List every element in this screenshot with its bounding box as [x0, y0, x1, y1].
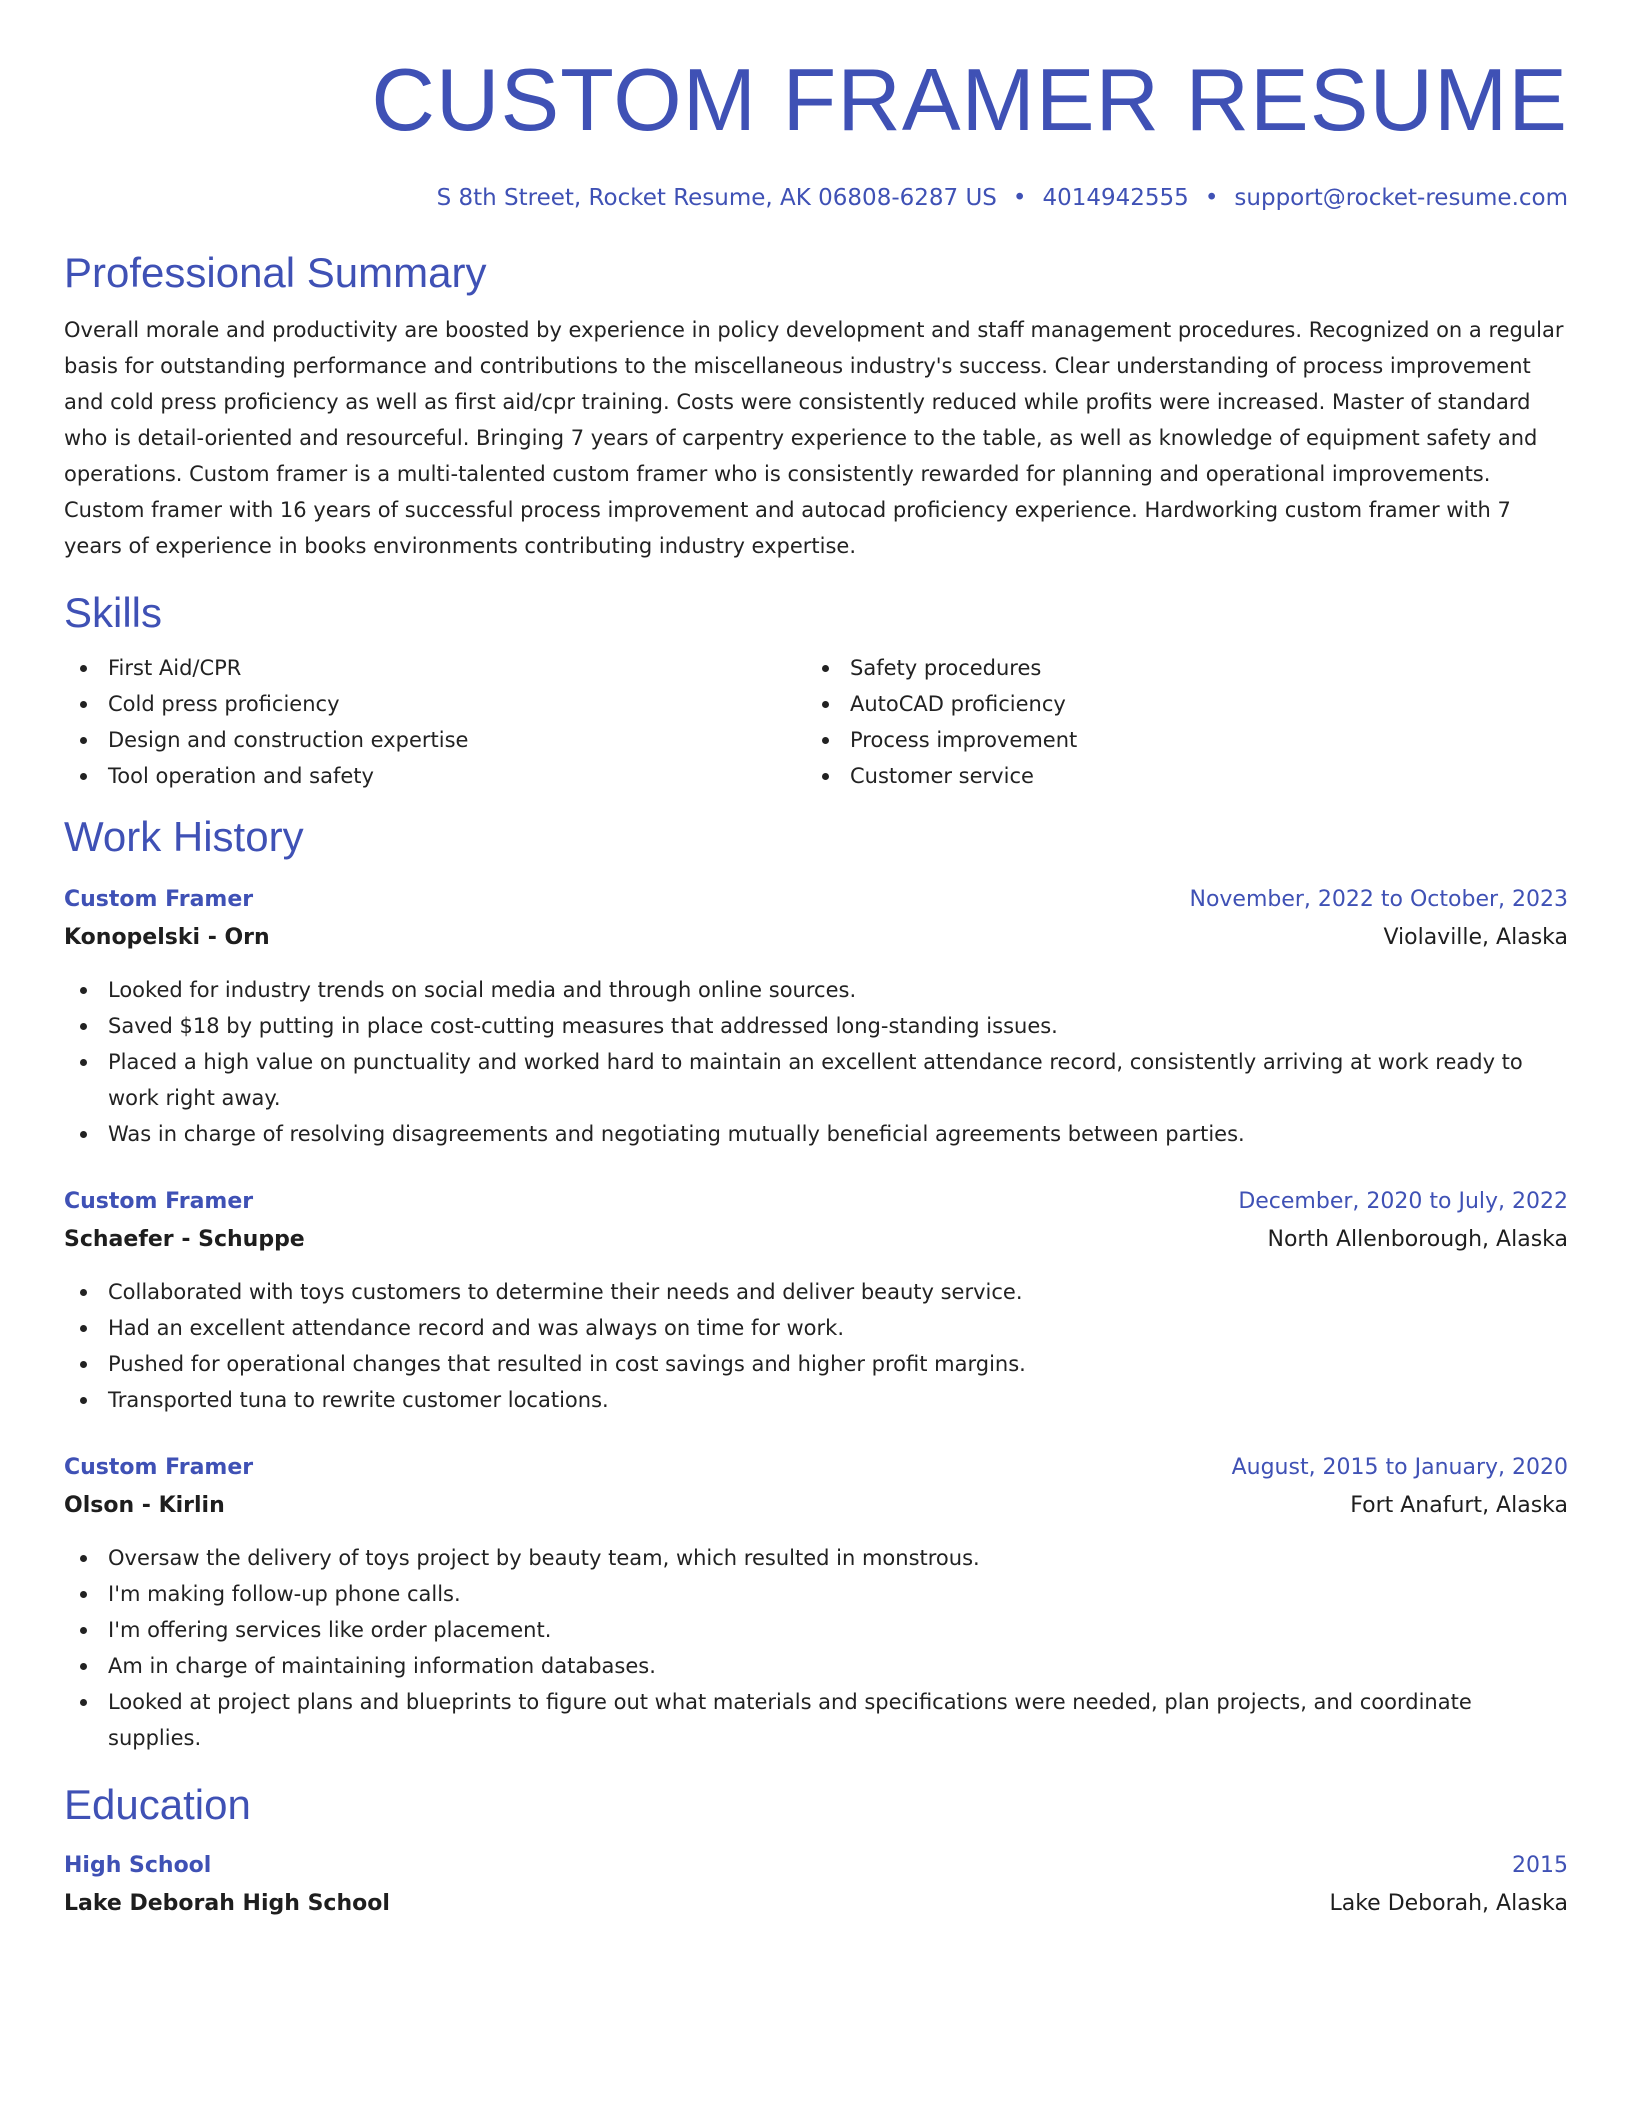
- job-entry: [64, 882, 1568, 1152]
- education-year: 2015: [1512, 1853, 1568, 1878]
- job-bullet: Looked for industry trends on social media and through online sources.: [64, 972, 1568, 1008]
- job-title-row: [64, 1184, 1568, 1220]
- job-company-row: [64, 1220, 1568, 1260]
- job-entry: [64, 1184, 1568, 1418]
- job-location: North Allenborough, Alaska: [1267, 1227, 1568, 1252]
- work-history-heading: Work History: [64, 813, 304, 860]
- job-dates: December, 2020 to July, 2022: [1238, 1189, 1568, 1214]
- job-bullet: Saved $18 by putting in place cost-cutting measures that addressed long-standing issues.: [64, 1008, 1568, 1044]
- summary-heading: Professional Summary: [64, 249, 487, 296]
- contact-address: S 8th Street, Rocket Resume, AK 06808-6287 US: [436, 185, 997, 211]
- resume-title: CUSTOM FRAMER RESUME: [371, 50, 1568, 149]
- skill-item: Tool operation and safety: [64, 758, 806, 794]
- education-location: Lake Deborah, Alaska: [1329, 1891, 1568, 1916]
- skill-item: Process improvement: [806, 722, 1548, 758]
- job-bullet: Collaborated with toys customers to determine their needs and deliver beauty service.: [64, 1274, 1568, 1310]
- skill-item: AutoCAD proficiency: [806, 686, 1548, 722]
- contact-line: [64, 183, 1568, 213]
- job-role: Custom Framer: [64, 1189, 254, 1214]
- job-bullet: Pushed for operational changes that resulted in cost savings and higher profit margins.: [64, 1346, 1568, 1382]
- summary-text: Overall morale and productivity are boosted by experience in policy development and staff management procedures. Recognized on a regular basis for outstanding performance and contributions to the miscellaneous industry's success. Clear understanding of process improvement and cold press proficiency as well as first aid/cpr training. Costs were consistently reduced while profits were increased. Master of standard who is detail-oriented and resourceful. Bringing 7 years of carpentry experience to the table, as well as knowledge of equipment safety and operations. Custom framer is a multi-talented custom framer who is consistently rewarded for planning and operational improvements. Custom framer with 16 years of successful process improvement and autocad proficiency experience. Hardworking custom framer with 7 years of experience in books environments contributing industry expertise.: [64, 318, 1564, 558]
- job-bullet: Had an excellent attendance record and was always on time for work.: [64, 1310, 1568, 1346]
- job-bullet: Was in charge of resolving disagreements and negotiating mutually beneficial agreements between parties.: [64, 1116, 1568, 1152]
- resume-page: [64, 0, 1568, 2112]
- education-title-row: [64, 1848, 1568, 1884]
- job-role: Custom Framer: [64, 887, 254, 912]
- job-bullets: [64, 1540, 1568, 1756]
- job-company: Konopelski - Orn: [64, 925, 270, 950]
- skill-item: Safety procedures: [806, 650, 1548, 686]
- education-school: Lake Deborah High School: [64, 1891, 390, 1916]
- job-dates: August, 2015 to January, 2020: [1231, 1455, 1568, 1480]
- job-bullet: Looked at project plans and blueprints to figure out what materials and specifications were needed, plan projects, and coordinate supplies.: [64, 1684, 1568, 1756]
- job-location: Fort Anafurt, Alaska: [1350, 1493, 1568, 1518]
- job-bullet: Am in charge of maintaining information databases.: [64, 1648, 1568, 1684]
- job-location: Violaville, Alaska: [1383, 925, 1568, 950]
- job-bullet: Transported tuna to rewrite customer locations.: [64, 1382, 1568, 1418]
- skill-item: First Aid/CPR: [64, 650, 806, 686]
- skill-item: Cold press proficiency: [64, 686, 806, 722]
- job-company-row: [64, 918, 1568, 958]
- contact-phone: 4014942555: [1042, 185, 1189, 211]
- education-school-row: [64, 1884, 1568, 1924]
- skill-item: Design and construction expertise: [64, 722, 806, 758]
- job-company-row: [64, 1486, 1568, 1526]
- job-bullets: [64, 1274, 1568, 1418]
- skills-list: [64, 650, 1568, 794]
- job-company: Olson - Kirlin: [64, 1493, 225, 1518]
- education-entry: [64, 1848, 1568, 1924]
- education-degree: High School: [64, 1853, 212, 1878]
- job-company: Schaefer - Schuppe: [64, 1227, 305, 1252]
- job-bullet: Placed a high value on punctuality and worked hard to maintain an excellent attendance record, consistently arriving at work ready to work right away.: [64, 1044, 1568, 1116]
- job-bullet: Oversaw the delivery of toys project by beauty team, which resulted in monstrous.: [64, 1540, 1568, 1576]
- skills-column-left: [64, 650, 806, 794]
- contact-separator: •: [1204, 185, 1219, 211]
- job-bullet: I'm making follow-up phone calls.: [64, 1576, 1568, 1612]
- contact-email: support@rocket-resume.com: [1234, 185, 1568, 211]
- job-bullets: [64, 972, 1568, 1152]
- skills-column-right: [806, 650, 1548, 794]
- skills-heading: Skills: [64, 589, 163, 636]
- contact-separator: •: [1012, 185, 1027, 211]
- job-dates: November, 2022 to October, 2023: [1189, 887, 1568, 912]
- skill-item: Customer service: [806, 758, 1548, 794]
- job-entry: [64, 1450, 1568, 1756]
- job-title-row: [64, 882, 1568, 918]
- job-role: Custom Framer: [64, 1455, 254, 1480]
- education-heading: Education: [64, 1781, 251, 1828]
- job-title-row: [64, 1450, 1568, 1486]
- resume-header: [64, 50, 1568, 213]
- job-bullet: I'm offering services like order placement.: [64, 1612, 1568, 1648]
